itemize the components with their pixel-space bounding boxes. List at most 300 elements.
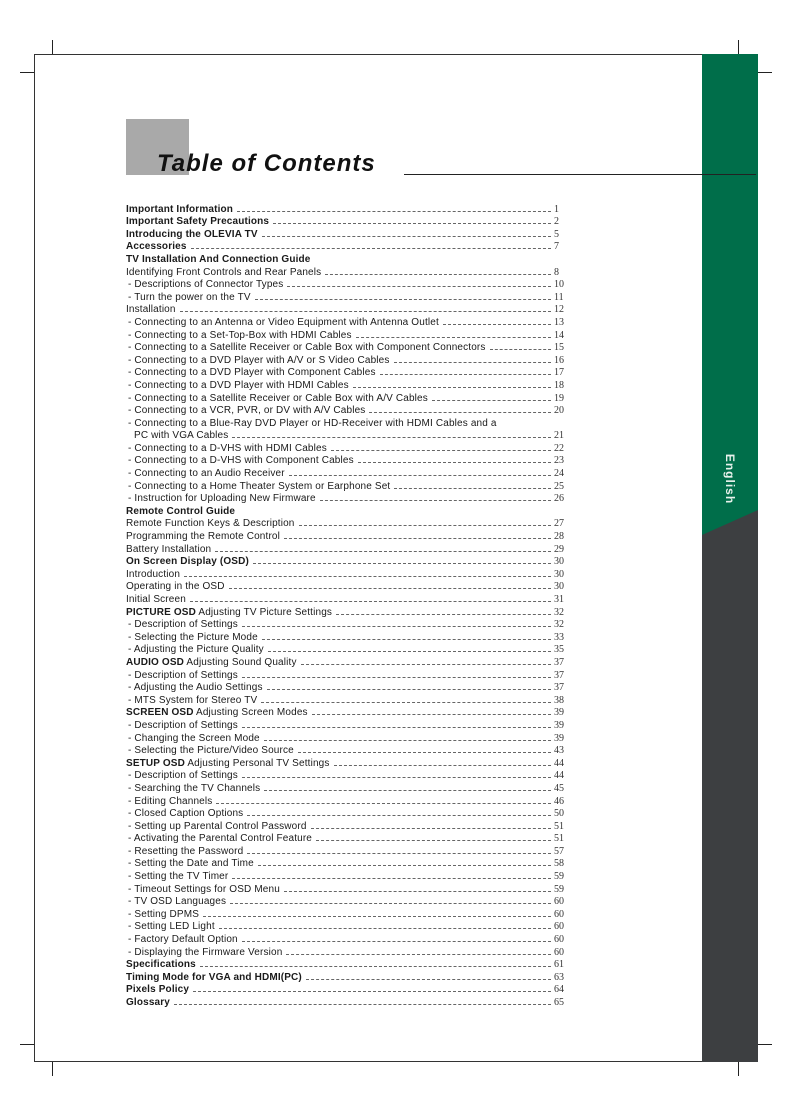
toc-entry-text: - Searching the TV Channels — [128, 782, 261, 794]
page-number: 21 — [554, 430, 564, 442]
dotted-leader — [174, 1004, 551, 1005]
toc-entry-title — [126, 581, 225, 592]
toc-entry[interactable] — [126, 227, 568, 240]
toc-entry-title — [126, 317, 439, 328]
toc-entry-text: PC with VGA Cables — [134, 430, 229, 442]
toc-entry-title — [126, 418, 497, 429]
dotted-leader — [353, 387, 551, 388]
toc-entry-text: Adjusting Sound Quality — [184, 656, 297, 668]
toc-entry-text: - Turn the power on the TV — [128, 291, 251, 303]
toc-entry[interactable] — [126, 756, 568, 769]
toc-entry-bold-title: Introducing the OLEVIA TV — [126, 228, 258, 240]
toc-entry[interactable] — [126, 215, 568, 228]
toc-entry-title — [126, 455, 354, 466]
page-number: 23 — [554, 455, 564, 467]
page-number: 32 — [554, 606, 564, 618]
toc-entry[interactable] — [126, 807, 568, 820]
toc-entry-title — [126, 657, 297, 668]
dotted-leader — [215, 551, 551, 552]
dotted-leader — [284, 538, 551, 539]
page-number: 19 — [554, 392, 564, 404]
toc-entry-title — [126, 720, 238, 731]
toc-entry-text: - Connecting to a Satellite Receiver or Cable Box with A/V Cables — [128, 392, 428, 404]
toc-entry[interactable] — [126, 731, 568, 744]
toc-entry[interactable] — [126, 303, 568, 316]
dotted-leader — [184, 576, 551, 577]
toc-entry-title — [126, 518, 295, 529]
toc-entry[interactable] — [126, 844, 568, 857]
toc-entry-text: - Connecting to an Antenna or Video Equipment with Antenna Outlet — [128, 316, 439, 328]
dotted-leader — [312, 714, 551, 715]
toc-entry[interactable] — [126, 882, 568, 895]
toc-entry-text: Programming the Remote Control — [126, 531, 281, 543]
toc-entry-text: - Editing Channels — [128, 795, 213, 807]
toc-entry[interactable] — [126, 932, 568, 945]
toc-entry[interactable] — [126, 832, 568, 845]
toc-entry-title — [126, 758, 330, 769]
toc-entry-title — [126, 493, 316, 504]
toc-entry[interactable] — [126, 341, 568, 354]
toc-entry-title — [126, 292, 251, 303]
dotted-leader — [242, 677, 551, 678]
toc-entry-text: - Setting the Date and Time — [128, 858, 254, 870]
toc-entry-title — [126, 934, 238, 945]
page-number: 31 — [554, 594, 564, 605]
dotted-leader — [200, 966, 551, 967]
toc-entry-title — [126, 279, 283, 290]
toc-entry[interactable] — [126, 605, 568, 618]
dotted-leader — [247, 853, 551, 854]
page-number: 60 — [554, 896, 564, 908]
toc-entry[interactable] — [126, 995, 568, 1008]
toc-entry-text: - MTS System for Stereo TV — [128, 694, 258, 706]
side-tab-green-band — [702, 54, 758, 589]
dotted-leader — [287, 286, 551, 287]
dotted-leader — [242, 777, 551, 778]
page-number: 15 — [554, 342, 564, 354]
toc-entry-text: Installation — [126, 304, 176, 316]
toc-entry-text: - Connecting to a DVD Player with A/V or S Video Cables — [128, 354, 390, 366]
toc-entry-text: - Closed Caption Options — [128, 808, 244, 820]
toc-entry-title — [126, 871, 228, 882]
page-number: 58 — [554, 858, 564, 870]
toc-entry-title — [126, 972, 302, 983]
crop-mark — [20, 72, 34, 73]
toc-entry-text: - Selecting the Picture/Video Source — [128, 745, 294, 757]
toc-entry[interactable] — [126, 794, 568, 807]
dotted-leader — [298, 752, 551, 753]
dotted-leader — [247, 815, 551, 816]
dotted-leader — [336, 614, 551, 615]
toc-entry-text: Battery Installation — [126, 543, 212, 555]
dotted-leader — [320, 500, 551, 501]
page-number: 39 — [554, 707, 564, 719]
dotted-leader — [193, 991, 551, 992]
toc-entry-title — [126, 695, 257, 706]
toc-entry[interactable] — [126, 441, 568, 454]
page-number: 37 — [554, 669, 564, 681]
toc-entry[interactable] — [126, 391, 568, 404]
page-number: 30 — [554, 568, 564, 580]
toc-entry-text: - Connecting to a Blue-Ray DVD Player or HD-Receiver with HDMI Cables and a — [128, 417, 497, 429]
dotted-leader — [311, 828, 551, 829]
toc-entry-title — [126, 443, 327, 454]
page-number: 13 — [554, 316, 564, 328]
toc-entry-title — [126, 267, 321, 278]
page-number: 37 — [554, 656, 564, 668]
toc-entry-text: - Activating the Parental Control Feature — [128, 833, 313, 845]
toc-entry[interactable] — [126, 869, 568, 882]
crop-mark — [738, 40, 739, 54]
dotted-leader — [237, 211, 551, 212]
toc-entry-text: Adjusting Screen Modes — [193, 707, 308, 719]
dotted-leader — [242, 727, 551, 728]
dotted-leader — [264, 740, 551, 741]
toc-entry-title — [126, 796, 212, 807]
dotted-leader — [289, 475, 551, 476]
toc-entry[interactable] — [126, 265, 568, 278]
toc-entry[interactable] — [126, 693, 568, 706]
toc-entry[interactable] — [126, 668, 568, 681]
toc-entry-title — [126, 947, 282, 958]
page-number: 60 — [554, 908, 564, 920]
page-number: 29 — [554, 543, 564, 555]
page-number: 18 — [554, 379, 564, 391]
toc-entry-bold-title: Glossary — [126, 997, 171, 1008]
dotted-leader — [301, 664, 551, 665]
toc-entry-text: - Description of Settings — [128, 619, 238, 631]
dotted-leader — [490, 349, 551, 350]
dotted-leader — [394, 362, 551, 363]
dotted-leader — [232, 437, 551, 438]
toc-entry[interactable] — [126, 542, 568, 555]
toc-entry-text: - Setting DPMS — [128, 908, 200, 920]
toc-entry[interactable] — [126, 681, 568, 694]
dotted-leader — [316, 840, 551, 841]
page-number: 24 — [554, 468, 564, 480]
toc-entry-text: - Setting up Parental Control Password — [128, 820, 307, 832]
dotted-leader — [273, 223, 551, 224]
page-number: 37 — [554, 682, 564, 694]
dotted-leader — [242, 626, 551, 627]
page-number: 44 — [554, 757, 564, 769]
toc-entry-title — [126, 506, 235, 517]
page-number: 38 — [554, 694, 564, 706]
toc-entry-title — [126, 619, 238, 630]
toc-entry-text: - TV OSD Languages — [128, 896, 227, 908]
page-number: 60 — [554, 934, 564, 946]
toc-entry-text: - Description of Settings — [128, 770, 238, 782]
dotted-leader — [216, 803, 551, 804]
page-number: 16 — [554, 354, 564, 366]
toc-entry[interactable] — [126, 781, 568, 794]
page-number: 59 — [554, 883, 564, 895]
page-number: 33 — [554, 631, 564, 643]
crop-mark — [758, 1044, 772, 1045]
toc-entry[interactable] — [126, 555, 568, 568]
dotted-leader — [286, 954, 551, 955]
toc-entry-bold-title: SCREEN OSD — [126, 707, 194, 719]
toc-entry[interactable] — [126, 492, 568, 505]
toc-entry-title — [126, 531, 280, 542]
toc-entry-text: - Connecting to an Audio Receiver — [128, 468, 285, 480]
toc-entry-text: - Connecting to a D-VHS with Component Cables — [128, 455, 354, 467]
toc-entry-title — [126, 808, 243, 819]
page-number: 63 — [554, 971, 564, 983]
toc-entry[interactable] — [126, 240, 568, 253]
toc-entry[interactable] — [126, 454, 568, 467]
toc-entry-text: Initial Screen — [126, 594, 186, 605]
toc-entry-text: - Adjusting the Audio Settings — [128, 682, 263, 694]
toc-entry-title — [126, 707, 308, 718]
toc-entry[interactable] — [126, 618, 568, 631]
page-number: 5 — [554, 228, 559, 240]
toc-entry-title — [126, 380, 349, 391]
page-number: 46 — [554, 795, 564, 807]
dotted-leader — [258, 865, 551, 866]
toc-entry[interactable] — [126, 353, 568, 366]
dotted-leader — [180, 311, 551, 312]
toc-entry-title — [126, 896, 226, 907]
toc-entry[interactable] — [126, 907, 568, 920]
page-number: 22 — [554, 442, 564, 454]
toc-entry[interactable] — [126, 315, 568, 328]
toc-entry[interactable] — [126, 504, 568, 517]
dotted-leader — [229, 588, 551, 589]
toc-entry[interactable] — [126, 416, 568, 429]
toc-entry-text: - Connecting to a D-VHS with HDMI Cables — [128, 442, 327, 454]
page-title: Table of Contents — [157, 150, 376, 177]
toc-entry-text: - Descriptions of Connector Types — [128, 279, 284, 291]
toc-entry-title — [126, 682, 263, 693]
toc-entry-text: Adjusting TV Picture Settings — [196, 606, 333, 618]
toc-entry[interactable] — [126, 857, 568, 870]
toc-entry[interactable] — [126, 529, 568, 542]
dotted-leader — [255, 299, 551, 300]
toc-entry-title — [126, 884, 280, 895]
toc-entry[interactable] — [126, 404, 568, 417]
toc-entry-bold-title: SETUP OSD — [126, 757, 185, 769]
toc-entry-title — [126, 984, 189, 995]
toc-entry[interactable] — [126, 290, 568, 303]
toc-entry-title — [126, 858, 254, 869]
toc-entry-bold-title: Specifications — [126, 959, 196, 971]
dotted-leader — [358, 462, 551, 463]
toc-entry-title — [126, 783, 260, 794]
dotted-leader — [369, 412, 551, 413]
toc-entry-bold-title: TV Installation And Connection Guide — [126, 253, 311, 265]
toc-entry[interactable] — [126, 744, 568, 757]
toc-entry[interactable] — [126, 378, 568, 391]
page-number: 51 — [554, 833, 564, 845]
toc-entry-title — [126, 594, 186, 605]
page-number: 8 — [554, 266, 559, 278]
toc-entry-text: Remote Function Keys & Description — [126, 518, 295, 530]
page-number: 32 — [554, 619, 564, 631]
toc-entry[interactable] — [126, 983, 568, 996]
toc-entry-text: - Factory Default Option — [128, 934, 238, 946]
toc-entry[interactable] — [126, 769, 568, 782]
toc-entry[interactable] — [126, 819, 568, 832]
page-number: 44 — [554, 770, 564, 782]
toc-entry-bold-title: Timing Mode for VGA and HDMI(PC) — [126, 971, 302, 983]
toc-entry-text: Operating in the OSD — [126, 581, 225, 593]
toc-entry-title — [126, 355, 390, 366]
dotted-leader — [443, 324, 551, 325]
toc-entry[interactable] — [126, 655, 568, 668]
page-number: 17 — [554, 367, 564, 379]
dotted-leader — [306, 979, 551, 980]
toc-entry-title — [126, 393, 428, 404]
toc-entry-text: - Connecting to a VCR, PVR, or DV with A/V Cables — [128, 405, 366, 417]
toc-entry-title — [126, 569, 180, 580]
toc-entry[interactable] — [126, 970, 568, 983]
toc-entry-bold-title: Accessories — [126, 241, 187, 253]
toc-entry-text: - Connecting to a Home Theater System or Earphone Set — [128, 480, 391, 492]
toc-entry-text: - Connecting to a DVD Player with HDMI Cables — [128, 379, 349, 391]
page-number: 12 — [554, 304, 564, 316]
toc-entry[interactable] — [126, 366, 568, 379]
page-number: 30 — [554, 556, 564, 568]
toc-entry[interactable] — [126, 945, 568, 958]
page-number: 11 — [554, 291, 564, 303]
dotted-leader — [242, 941, 551, 942]
toc-entry-title — [126, 204, 233, 215]
dotted-leader — [262, 236, 551, 237]
toc-entry[interactable] — [126, 920, 568, 933]
dotted-leader — [191, 248, 551, 249]
toc-entry-text: - Setting LED Light — [128, 921, 215, 933]
toc-entry-title — [126, 733, 260, 744]
page-number: 45 — [554, 782, 564, 794]
toc-entry-title — [126, 430, 228, 441]
toc-entry-bold-title: Pixels Policy — [126, 984, 190, 996]
toc-entry-title — [126, 367, 376, 378]
page-number: 1 — [554, 203, 559, 215]
toc-entry[interactable] — [126, 643, 568, 656]
toc-entry-title — [126, 846, 243, 857]
toc-entry-title — [126, 607, 332, 618]
dotted-leader — [219, 928, 551, 929]
page-number: 14 — [554, 329, 564, 341]
toc-entry[interactable] — [126, 630, 568, 643]
toc-entry-text: - Description of Settings — [128, 719, 238, 731]
toc-entry-title — [126, 330, 352, 341]
toc-entry-title — [126, 745, 294, 756]
dotted-leader — [264, 790, 551, 791]
toc-entry-text: - Instruction for Uploading New Firmware — [128, 493, 316, 505]
toc-entry-text: - Adjusting the Picture Quality — [128, 644, 264, 656]
page-number: 7 — [554, 241, 559, 253]
toc-entry-title — [126, 216, 269, 227]
toc-entry-text: Introduction — [126, 568, 181, 580]
toc-entry[interactable] — [126, 718, 568, 731]
page-number: 61 — [554, 959, 564, 971]
page-number: 60 — [554, 946, 564, 958]
toc-entry-title — [126, 544, 211, 555]
page-number: 2 — [554, 216, 559, 228]
toc-entry-text: - Connecting to a Set-Top-Box with HDMI Cables — [128, 329, 352, 341]
dotted-leader — [268, 651, 551, 652]
toc-entry[interactable] — [126, 479, 568, 492]
toc-entry-title — [126, 959, 196, 970]
page-number: 43 — [554, 745, 564, 757]
dotted-leader — [262, 639, 551, 640]
toc-entry[interactable] — [126, 278, 568, 291]
dotted-leader — [299, 525, 551, 526]
toc-entry[interactable] — [126, 895, 568, 908]
toc-entry-title — [126, 229, 258, 240]
toc-entry-title — [126, 670, 238, 681]
toc-entry-title — [126, 468, 285, 479]
crop-mark — [20, 1044, 34, 1045]
toc-entry-title — [126, 405, 365, 416]
page-number: 30 — [554, 581, 564, 593]
toc-entry-text: - Connecting to a DVD Player with Component Cables — [128, 367, 376, 379]
crop-mark — [758, 72, 772, 73]
dotted-leader — [203, 916, 551, 917]
crop-mark — [52, 40, 53, 54]
toc-entry[interactable] — [126, 706, 568, 719]
dotted-leader — [261, 702, 551, 703]
toc-entry[interactable] — [126, 580, 568, 593]
toc-entry-bold-title: Important Information — [126, 203, 234, 215]
page-number: 10 — [554, 279, 564, 291]
toc-entry-text: - Changing the Screen Mode — [128, 732, 260, 744]
toc-entry-title — [126, 241, 187, 252]
toc-entry[interactable] — [126, 466, 568, 479]
toc-entry[interactable] — [126, 202, 568, 215]
page-number: 65 — [554, 997, 564, 1008]
toc-entry-text: - Timeout Settings for OSD Menu — [128, 883, 280, 895]
toc-entry-text: Identifying Front Controls and Rear Panels — [126, 266, 322, 278]
page-number: 35 — [554, 644, 564, 656]
toc-entry-title — [126, 304, 176, 315]
page-number: 25 — [554, 480, 564, 492]
toc-entry-title — [126, 481, 390, 492]
toc-entry-text: - Connecting to a Satellite Receiver or Cable Box with Component Connectors — [128, 342, 486, 354]
toc-entry-title — [126, 770, 238, 781]
dotted-leader — [394, 488, 551, 489]
toc-entry[interactable] — [126, 592, 568, 605]
dotted-leader — [267, 689, 551, 690]
toc-entry[interactable] — [126, 958, 568, 971]
toc-entry-title — [126, 632, 258, 643]
toc-entry-bold-title: On Screen Display (OSD) — [126, 556, 249, 568]
toc-entry-bold-title: AUDIO OSD — [126, 656, 185, 668]
toc-entry[interactable] — [126, 517, 568, 530]
dotted-leader — [253, 563, 551, 564]
page-number: 27 — [554, 518, 564, 530]
dotted-leader — [325, 274, 551, 275]
page-number: 64 — [554, 984, 564, 996]
page-number: 50 — [554, 808, 564, 820]
page-number: 26 — [554, 493, 564, 505]
toc-entry[interactable] — [126, 429, 568, 442]
toc-entry[interactable] — [126, 252, 568, 265]
language-label: English — [723, 453, 737, 505]
dotted-leader — [190, 601, 551, 602]
dotted-leader — [230, 903, 551, 904]
toc-entry[interactable] — [126, 328, 568, 341]
page-number: 51 — [554, 820, 564, 832]
page-number: 39 — [554, 719, 564, 731]
dotted-leader — [334, 765, 551, 766]
toc-entry[interactable] — [126, 567, 568, 580]
toc-entry-bold-title: PICTURE OSD — [126, 606, 196, 618]
page-number: 28 — [554, 531, 564, 543]
dotted-leader — [232, 878, 551, 879]
